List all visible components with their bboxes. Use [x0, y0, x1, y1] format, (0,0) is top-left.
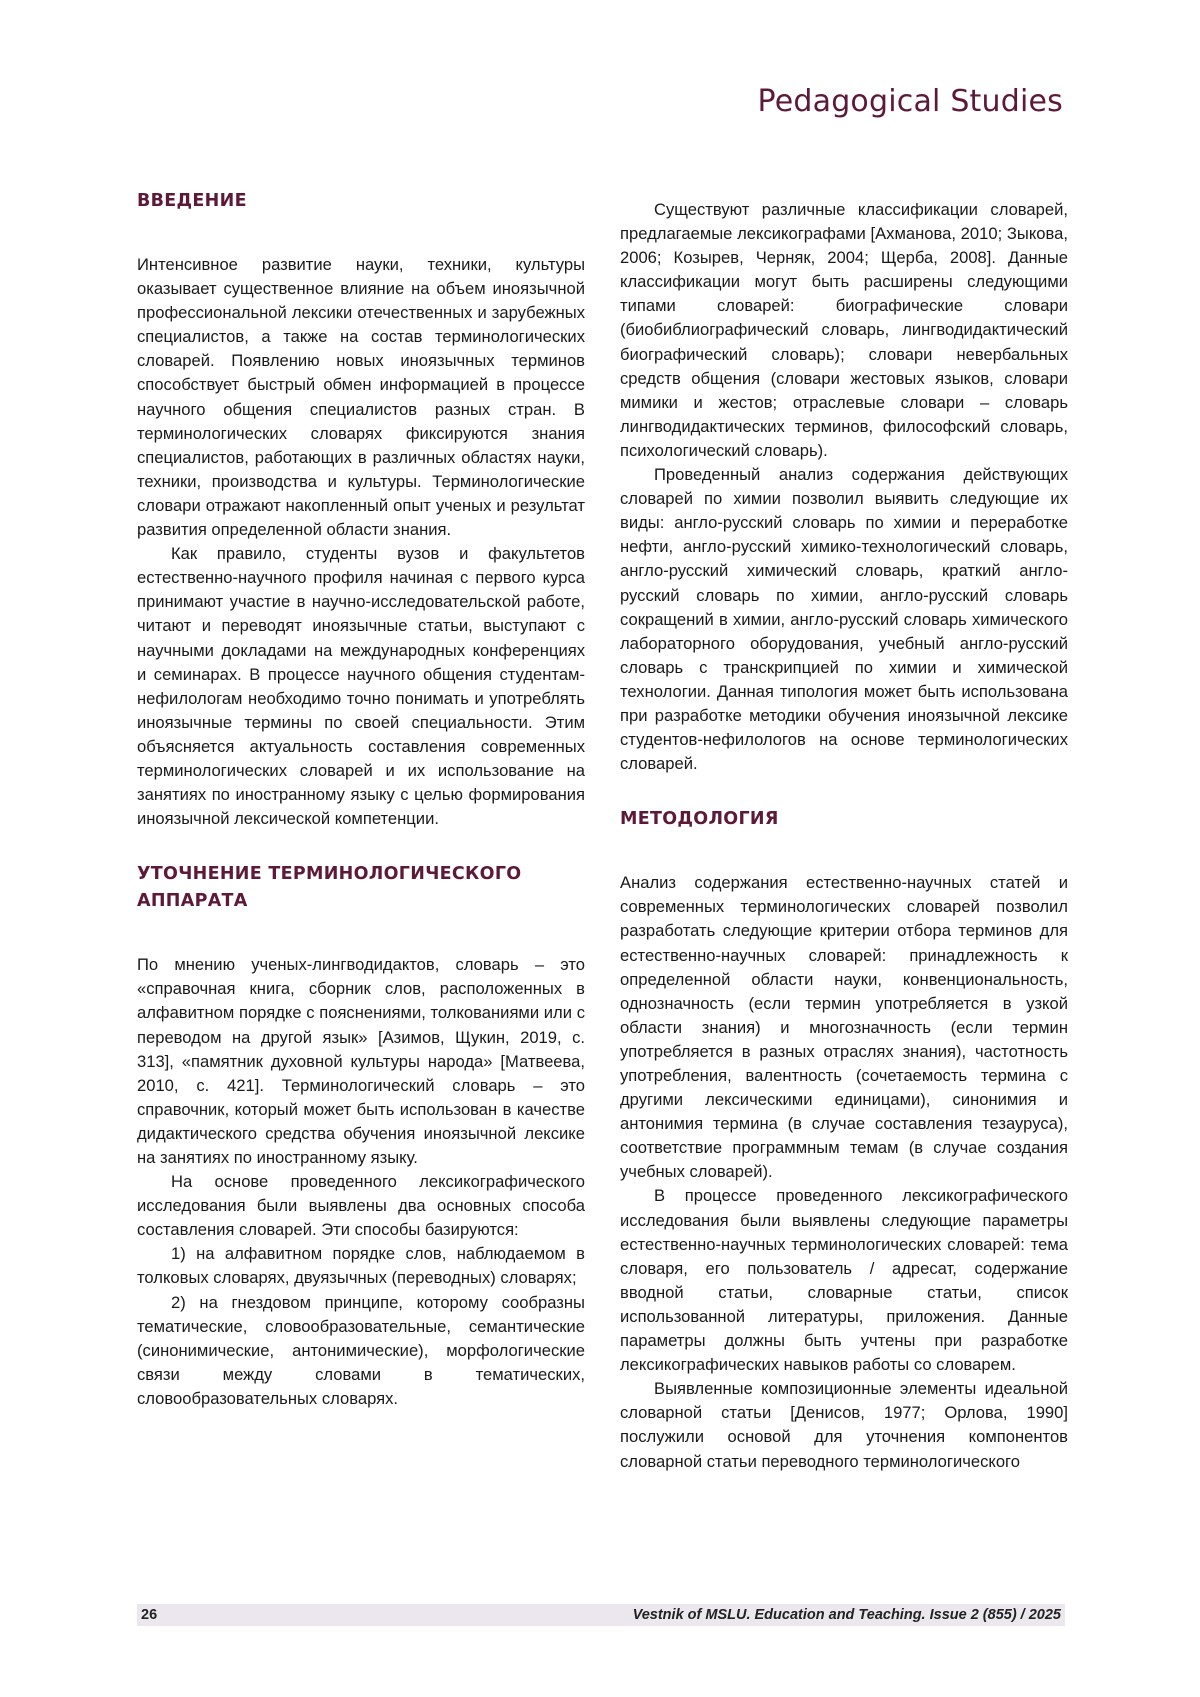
section-heading-terminology: УТОЧНЕНИЕ ТЕРМИНОЛОГИЧЕСКОГО АППАРАТА — [137, 864, 522, 912]
list-item: 2) на гнездовом принципе, которому сообразны тематические, словообразовательные, семантические (синонимические, антонимические), морфологические связи между словами в тематических, словообразовательных словарях. — [137, 1292, 585, 1408]
paragraph: Как правило, студенты вузов и факультетов естественно-научного профиля начиная с первого курса принимают участие в научно-исследовательской работе, читают и переводят иноязычные статьи, выступают с научными докладами на международных конференциях и семинарах. В процессе научного общения студентам-нефилологам необходимо точно понимать и употреблять иноязычные термины по своей специальности. Этим объясняется актуальность составления современных терминологических словарей и их использование на занятиях по иностранному языку с целью формирования иноязычной лексической компетенции. — [137, 544, 585, 829]
paragraph: Существуют различные классификации словарей, предлагаемые лексикографами [Ахманова, 2010; Зыкова, 2006; Козырев, Черняк, 2004; Щерба, 2008]. Данные классификации могут быть расширены следующими типами словарей: биографические словари (биобиблиографический словарь, лингводидактический биографический словарь); словари невербальных средств общения (словари жестовых языков, словари мимики и жестов; отраслевые словари – словарь лингводидактических терминов, философский словарь, психологический словарь). — [620, 200, 1068, 460]
left-column — [137, 188, 585, 1411]
paragraph: Проведенный анализ содержания действующих словарей по химии позволил выявить следующие их виды: англо-русский словарь по химии и переработке нефти, англо-русский химико-технологический словарь, англо-русский химический словарь, краткий англо-русский словарь по химии, англо-русский словарь сокращений в химии, англо-русский словарь химического лабораторного оборудования, учебный англо-русский словарь с транскрипцией по химии и химической технологии. Данная типология может быть использована при разработке методики обучения иноязычной лексике студентов-нефилологов на основе терминологических словарей. — [620, 465, 1068, 774]
right-column — [620, 198, 1068, 1474]
journal-citation: Vestnik of MSLU. Education and Teaching. Issue 2 (855) / 2025 — [632, 1607, 1061, 1623]
paragraph: На основе проведенного лексикографического исследования были выявлены два основных способа составления словарей. Эти способы базируются: — [137, 1172, 585, 1240]
paragraph: По мнению ученых-лингводидактов, словарь – это «справочная книга, сборник слов, расположенных в алфавитном порядке с пояснениями, толкованиями или с переводом на другой язык» [Азимов, Щукин, 2019, с. 313], «памятник духовной культуры народа» [Матвеева, 2010, с. 421]. Терминологический словарь – это справочник, который может быть использован в качестве дидактического средства обучения иноязычной лексике на занятиях по иностранному языку. — [137, 955, 585, 1167]
paragraph: Выявленные композиционные элементы идеальной словарной статьи [Денисов, 1977; Орлова, 1990] послужили основой для уточнения компонентов словарной статьи переводного терминологического — [620, 1379, 1068, 1471]
paragraph: Интенсивное развитие науки, техники, культуры оказывает существенное влияние на объем иноязычной профессиональной лексики отечественных и зарубежных специалистов, а также на состав терминологических словарей. Появлению новых иноязычных терминов способствует быстрый обмен информацией в процессе научного общения специалистов разных стран. В терминологических словарях фиксируются знания специалистов, работающих в различных областях науки, техники, производства и культуры. Терминологические словари отражают накопленный опыт ученых и результат развития определенной области знания. — [137, 255, 585, 540]
page-number: 26 — [141, 1607, 158, 1623]
page-footer — [137, 1604, 1065, 1626]
list-item: 1) на алфавитном порядке слов, наблюдаемом в толковых словарях, двуязычных (переводных) словарях; — [137, 1244, 585, 1288]
paragraph: В процессе проведенного лексикографического исследования были выявлены следующие параметры естественно-научных терминологических словарей: тема словаря, его пользователь / адресат, содержание вводной статьи, словарные статьи, список использованной литературы, приложения. Данные параметры должны быть учтены при разработке лексикографических навыков работы со словарем. — [620, 1186, 1068, 1375]
paragraph: Анализ содержания естественно-научных статей и современных терминологических словарей позволил разработать следующие критерии отбора терминов для естественно-научных словарей: принадлежность к определенной области науки, конвенциональность, однозначность (если термин употребляется в узкой области знания) и многозначность (если термин употребляется в разных отраслях знания), частотность употребления, валентность (сочетаемость термина с другими лексическими единицами), синонимия и антонимия термина (в случае составления тезауруса), соответствие программным темам (в случае создания учебных словарей). — [620, 873, 1068, 1182]
section-heading-introduction: ВВЕДЕНИЕ — [137, 191, 247, 211]
section-heading-methodology: МЕТОДОЛОГИЯ — [620, 809, 779, 830]
running-title: Pedagogical Studies — [757, 84, 1063, 119]
